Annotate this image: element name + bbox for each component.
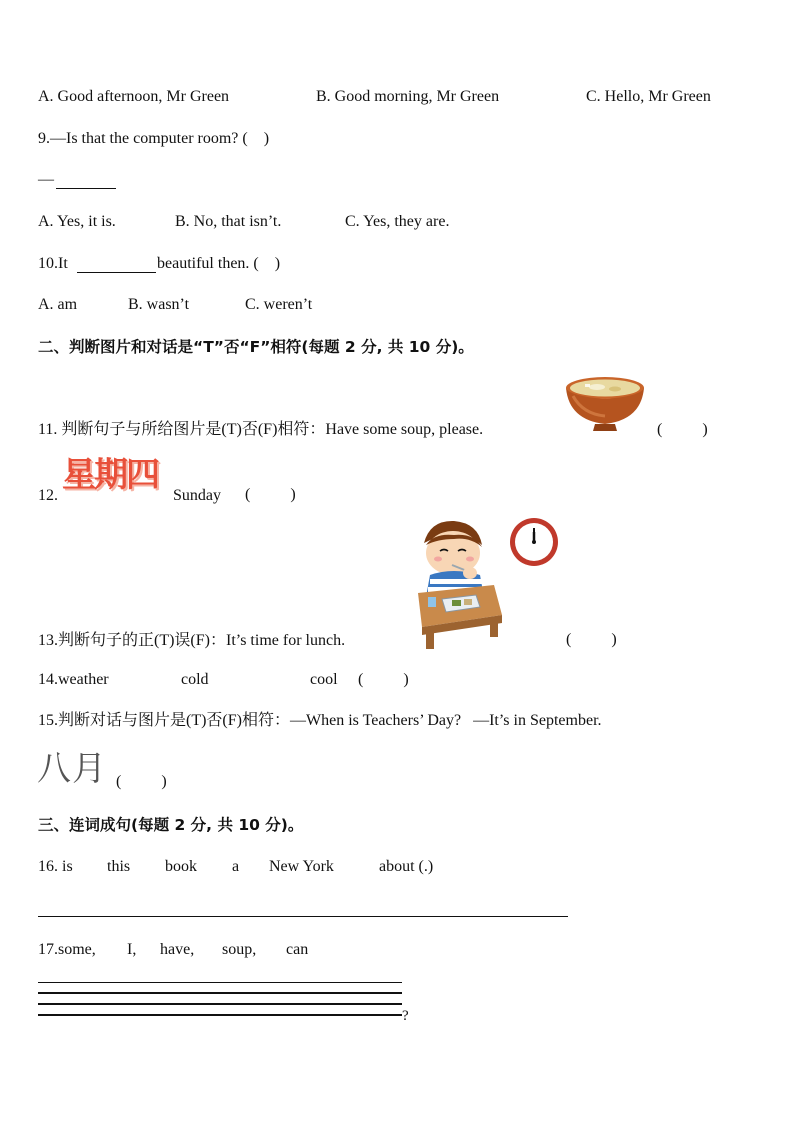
q16-word-6: about (.) (379, 858, 434, 875)
q17-answer-line-3 (38, 1003, 402, 1005)
q16-word-2: this (107, 858, 131, 875)
soup-bowl-icon (563, 374, 647, 436)
q10-prefix: 10.It (38, 255, 68, 272)
q16-word-3: book (165, 858, 197, 875)
q10-option-b: B. wasn’t (128, 296, 190, 313)
q16-answer-line (38, 916, 568, 917)
q9-question: 9.—Is that the computer room? ( ) (38, 130, 270, 147)
boy-eating-lunch-icon (410, 515, 560, 650)
q17-word-1: 17.some, (38, 941, 96, 958)
q9-answer-dash: — (38, 171, 54, 188)
q16-word-4: a (232, 858, 240, 875)
august-image-text: 八月 (37, 749, 107, 789)
q17-answer-line-4 (38, 1014, 402, 1016)
q17-answer-line-1 (38, 982, 402, 983)
q11-answer-paren: ( ) (657, 421, 708, 438)
q10-suffix: beautiful then. ( ) (157, 255, 281, 272)
q16-word-5: New York (269, 858, 334, 875)
q12-word: Sunday (173, 487, 221, 504)
q17-word-4: soup, (222, 941, 257, 958)
q12-number: 12. (38, 487, 58, 504)
q17-word-2: I, (127, 941, 137, 958)
thursday-image-text: 星期四 (62, 455, 158, 495)
q10-option-a: A. am (38, 296, 78, 313)
q13-text: 13.判断句子的正(T)误(F)：It’s time for lunch. (38, 632, 346, 649)
q11-text: 11. 判断句子与所给图片是(T)否(F)相符：Have some soup, please. (38, 421, 484, 438)
q16-word-1: 16. is (38, 858, 73, 875)
q9-option-c: C. Yes, they are. (345, 213, 450, 230)
q17-answer-line-2 (38, 992, 402, 994)
section-2-heading: 二、判断图片和对话是“T”否“F”相符(每题 2 分, 共 10 分)。 (38, 338, 474, 356)
q9-option-a: A. Yes, it is. (38, 213, 116, 230)
q14-word-1: 14.weather (38, 671, 109, 688)
q9-answer-blank (56, 188, 116, 189)
section-3-heading: 三、连词成句(每题 2 分, 共 10 分)。 (38, 816, 304, 834)
q14-answer-paren: ( ) (358, 671, 409, 688)
q17-question-mark: ? (402, 1008, 409, 1024)
q13-answer-paren: ( ) (566, 631, 617, 648)
q8-option-b: B. Good morning, Mr Green (316, 88, 500, 105)
q15-answer-paren: ( ) (116, 773, 167, 790)
q10-blank (77, 272, 156, 273)
q17-word-3: have, (160, 941, 195, 958)
q8-option-c: C. Hello, Mr Green (586, 88, 711, 105)
q17-word-5: can (286, 941, 309, 958)
q12-answer-paren: ( ) (245, 486, 296, 503)
q8-option-a: A. Good afternoon, Mr Green (38, 88, 230, 105)
q15-text: 15.判断对话与图片是(T)否(F)相符：—When is Teachers’ Day? —It’s in September. (38, 712, 602, 729)
q9-option-b: B. No, that isn’t. (175, 213, 282, 230)
q14-word-2: cold (181, 671, 209, 688)
q10-option-c: C. weren’t (245, 296, 313, 313)
q14-word-3: cool (310, 671, 338, 688)
